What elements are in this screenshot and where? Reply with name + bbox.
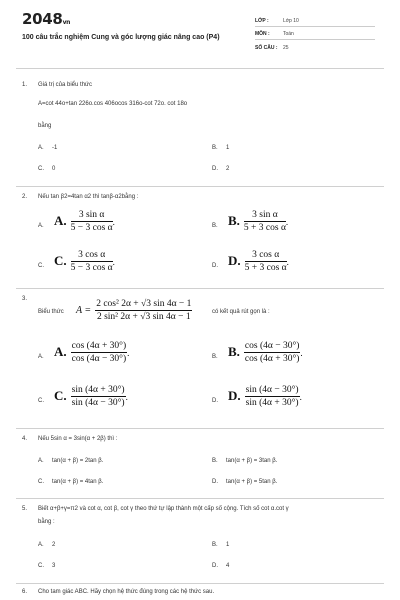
option-letter[interactable]: C. [38,398,44,404]
option-letter[interactable]: B. [212,354,218,360]
count-value: 25 [283,45,289,51]
option-text[interactable]: tan(α + β) = 2tan β. [52,458,104,464]
option-letter[interactable]: D. [212,398,218,404]
option-text[interactable]: 3 [52,563,56,569]
question-tail: bằng [38,123,52,129]
option-text[interactable]: tan(α + β) = 3tan β. [226,458,278,464]
option-text[interactable]: 1 [226,145,230,151]
option-letter[interactable]: D. [212,263,218,269]
option-text[interactable]: tan(α + β) = 4tan β. [52,479,104,485]
class-value: Lớp 10 [283,18,299,24]
header-divider [16,68,384,69]
question-number: 6. [22,589,28,595]
option-text[interactable]: 2 [226,166,230,172]
question-number: 4. [22,436,28,442]
option-letter[interactable]: D. [212,563,218,569]
option-letter[interactable]: A. [38,458,44,464]
option-formula[interactable]: C. $\frac{\sin (4\alpha + 30^\circ)}{\sin (4\alpha - 30^\circ)}$ . [54,385,128,408]
option-letter[interactable]: B. [212,458,218,464]
option-letter[interactable]: B. [212,145,218,151]
option-text[interactable]: tan(α + β) = 5tan β. [226,479,278,485]
option-letter[interactable]: C. [38,479,44,485]
question-number: 5. [22,506,28,512]
question-divider [16,498,384,499]
question-formula: A = $\frac{\text{2 cos² 2α + √3 sin 4α − 1}}{\text{2 sin² 2α + √3 sin 4α − 1}}$ [76,299,192,322]
option-letter[interactable]: D. [212,166,218,172]
question-divider [16,186,384,187]
option-text[interactable]: 1 [226,542,230,548]
option-text[interactable]: 2 [52,542,56,548]
option-letter[interactable]: B. [212,542,218,548]
question-divider [16,428,384,429]
option-letter[interactable]: B. [212,223,218,229]
option-letter[interactable]: A. [38,145,44,151]
question-divider [16,288,384,289]
option-formula[interactable]: D. $\frac{\text{3 cos α}}{\text{5 + 3 cos α}}$ . [228,250,289,273]
question-divider [16,583,384,584]
question-prompt: Cho tam giác ABC. Hãy chọn hệ thức đúng trong các hệ thức sau. [38,589,215,595]
option-formula[interactable]: D. $\frac{\sin (4\alpha - 30^\circ)}{\sin (4\alpha + 30^\circ)}$ . [228,385,302,408]
question-expression: A=cot 44o+tan 226o.cos 406ocos 316o-cot 72o. cot 18o [38,101,188,107]
question-tail: bằng : [38,519,55,525]
option-text[interactable]: 4 [226,563,230,569]
option-letter[interactable]: C. [38,263,44,269]
site-logo[interactable]: 2048vn [22,10,71,28]
subject-value: Toán [283,31,294,37]
option-letter[interactable]: A. [38,542,44,548]
question-prompt: Biểu thức [38,309,64,315]
option-letter[interactable]: C. [38,166,44,172]
option-formula[interactable]: C. $\frac{\text{3 cos α}}{\text{5 − 3 cos α}}$ . [54,250,115,273]
option-letter[interactable]: A. [38,223,44,229]
option-formula[interactable]: B. $\frac{\cos (4\alpha - 30^\circ)}{\cos (4\alpha + 30^\circ)}$ . [228,341,303,364]
option-text[interactable]: -1 [52,145,58,151]
question-prompt: Giá trị của biểu thức [38,82,93,88]
option-formula[interactable]: B. $\frac{\text{3 sin α}}{\text{5 + 3 cos α}}$ . [228,210,289,233]
option-text[interactable]: 0 [52,166,56,172]
question-number: 3. [22,296,28,302]
question-prompt: Nếu tan β2=4tan α2 thì tanβ-α2bằng : [38,194,139,200]
option-formula[interactable]: A. $\frac{\text{3 sin α}}{\text{5 − 3 cos α}}$ . [54,210,115,233]
question-prompt-tail: có kết quả rút gọn là : [212,309,270,315]
document-title: 100 câu trắc nghiệm Cung và góc lượng giác nâng cao (P4) [22,34,220,41]
option-letter[interactable]: A. [38,354,44,360]
count-label: SỐ CÂU : [255,45,278,51]
option-formula[interactable]: A. $\frac{\cos (4\alpha + 30^\circ)}{\cos (4\alpha - 30^\circ)}$ . [54,341,130,364]
question-number: 2. [22,194,28,200]
option-letter[interactable]: C. [38,563,44,569]
question-prompt: Biết α+β+γ=π2 và cot α, cot β, cot γ theo thứ tự lập thành một cấp số cộng. Tích số cot α.cot γ [38,506,289,512]
option-letter[interactable]: D. [212,479,218,485]
class-label: LỚP : [255,18,269,24]
question-number: 1. [22,82,28,88]
question-prompt: Nếu 5sin α = 3sin(α + 2β) thì : [38,436,118,442]
page-header [0,0,400,64]
divider [255,26,375,27]
subject-label: MÔN : [255,31,270,37]
divider [255,39,375,40]
